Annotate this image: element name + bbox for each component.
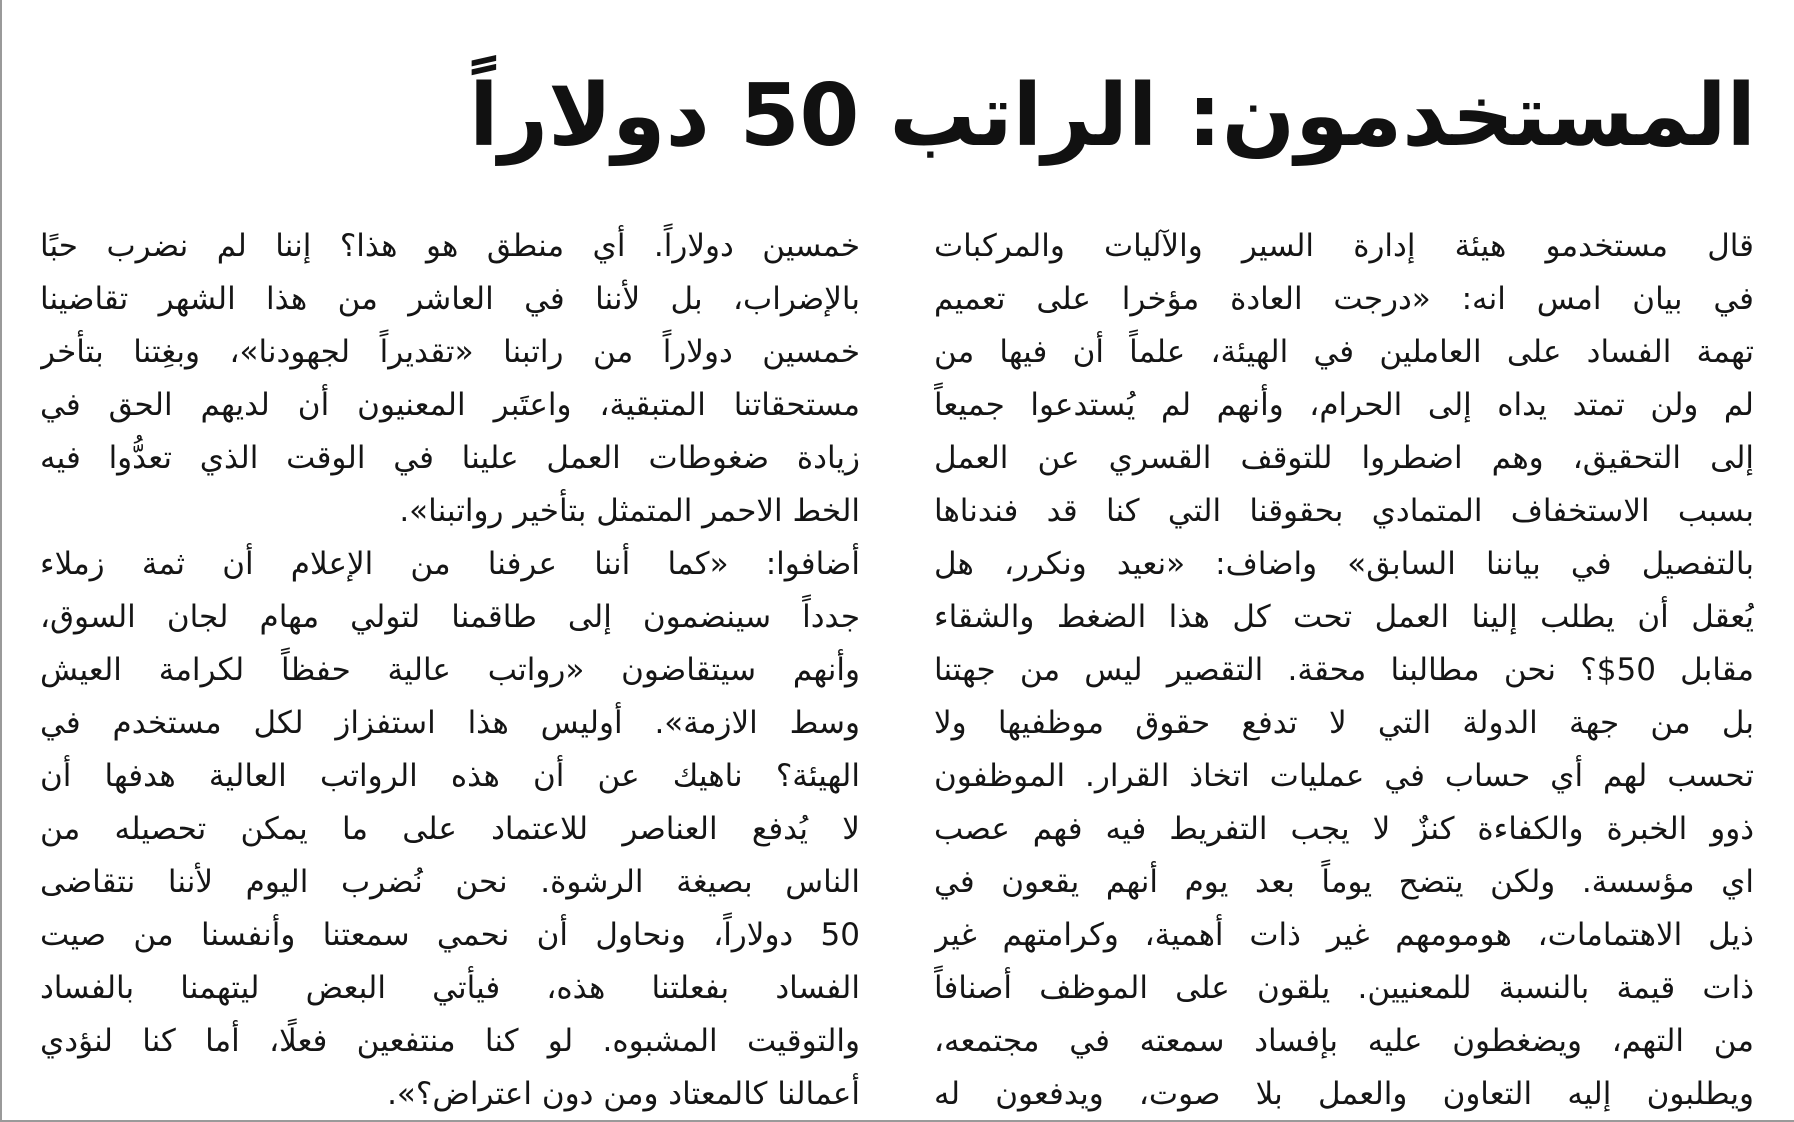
text-line: تحسب لهم أي حساب في عمليات اتخاذ القرار. الموظفون — [934, 758, 1754, 794]
text-line: بل من جهة الدولة التي لا تدفع حقوق موظفيها ولا — [934, 705, 1754, 741]
text-line: قال مستخدمو هيئة إدارة السير والآليات والمركبات — [934, 228, 1754, 264]
article-headline: المستخدمون: الراتب 50 دولاراً — [469, 66, 1756, 166]
text-line: لا يُدفع العناصر للاعتماد على ما يمكن تحصيله من — [40, 811, 860, 847]
text-line: مقابل 50$؟ نحن مطالبنا محقة. التقصير ليس من جهتنا — [934, 652, 1754, 688]
text-line: في بيان امس انه: «درجت العادة مؤخرا على تعميم — [934, 281, 1754, 317]
text-line: لم ولن تمتد يداه إلى الحرام، وأنهم لم يُستدعوا جميعاً — [934, 387, 1754, 423]
text-line: خمسين دولاراً. أي منطق هو هذا؟ إننا لم نضرب حبًا — [40, 228, 860, 264]
text-line: وسط الازمة». أوليس هذا استفزاز لكل مستخدم في — [40, 705, 860, 741]
article-column-left — [40, 220, 860, 1121]
text-line: الهيئة؟ ناهيك عن أن هذه الرواتب العالية هدفها أن — [40, 758, 860, 794]
text-line: ويطلبون إليه التعاون والعمل بلا صوت، ويدفعون له — [934, 1076, 1754, 1112]
text-line: وأنهم سيتقاضون «رواتب عالية حفظاً لكرامة العيش — [40, 652, 860, 688]
text-line: مستحقاتنا المتبقية، واعتَبر المعنيون أن لديهم الحق في — [40, 387, 860, 423]
text-line: تهمة الفساد على العاملين في الهيئة، علماً أن فيها من — [934, 334, 1754, 370]
text-line: من التهم، ويضغطون عليه بإفساد سمعته في مجتمعه، — [934, 1023, 1754, 1059]
text-line: أعمالنا كالمعتاد ومن دون اعتراض؟». — [387, 1076, 860, 1112]
text-line: الناس بصيغة الرشوة. نحن نُضرب اليوم لأننا نتقاضى — [40, 864, 860, 900]
text-line: الخط الاحمر المتمثل بتأخير رواتبنا». — [399, 493, 860, 529]
text-line: ذيل الاهتمامات، هومومهم غير ذات أهمية، وكرامتهم غير — [934, 917, 1754, 953]
text-line: والتوقيت المشبوه. لو كنا منتفعين فعلًا، أما كنا لنؤدي — [40, 1023, 860, 1059]
text-line: بسبب الاستخفاف المتمادي بحقوقنا التي كنا قد فندناها — [934, 493, 1754, 529]
text-line: بالإضراب، بل لأننا في العاشر من هذا الشهر تقاضينا — [40, 281, 860, 317]
text-line: الفساد بفعلتنا هذه، فيأتي البعض ليتهمنا بالفساد — [40, 970, 860, 1006]
text-line: بالتفصيل في بياننا السابق» واضاف: «نعيد ونكرر، هل — [934, 546, 1754, 582]
text-line: أضافوا: «كما أننا عرفنا من الإعلام أن ثمة زملاء — [40, 546, 860, 582]
text-line: جدداً سينضمون إلى طاقمنا لتولي مهام لجان السوق، — [40, 599, 860, 635]
text-line: خمسين دولاراً من راتبنا «تقديراً لجهودنا»، وبغِتنا بتأخر — [40, 334, 860, 370]
text-line: ذوو الخبرة والكفاءة كنزٌ لا يجب التفريط فيه فهم عصب — [934, 811, 1754, 847]
text-line: ذات قيمة بالنسبة للمعنيين. يلقون على الموظف أصنافاً — [934, 970, 1754, 1006]
text-line: زيادة ضغوطات العمل علينا في الوقت الذي تعدُّوا فيه — [40, 440, 860, 476]
text-line: إلى التحقيق، وهم اضطروا للتوقف القسري عن العمل — [934, 440, 1754, 476]
article-column-right — [934, 220, 1754, 1121]
text-line: يُعقل أن يطلب إلينا العمل تحت كل هذا الضغط والشقاء — [934, 599, 1754, 635]
text-line: اي مؤسسة. ولكن يتضح يوماً بعد يوم أنهم يقعون في — [934, 864, 1754, 900]
text-line: 50 دولاراً، ونحاول أن نحمي سمعتنا وأنفسنا من صيت — [40, 917, 860, 953]
